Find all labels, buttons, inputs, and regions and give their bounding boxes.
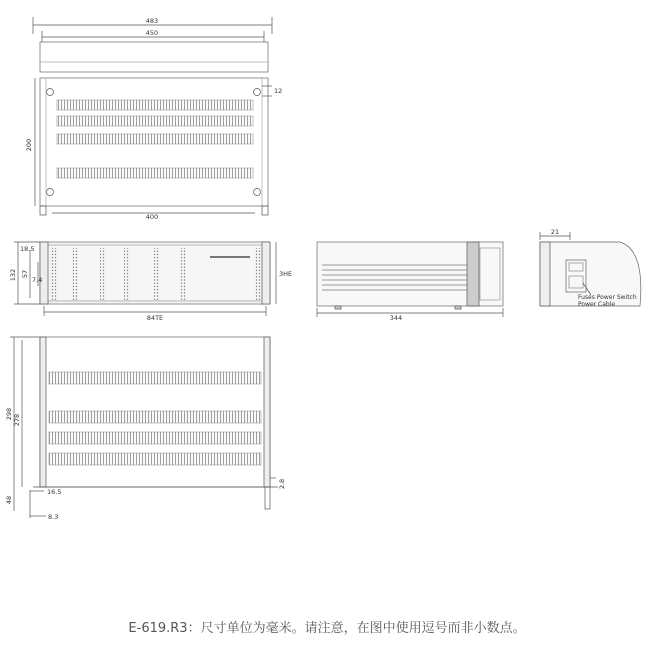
dim-278: 278 [13, 413, 21, 427]
dim-298: 298 [5, 407, 13, 421]
dim-57: 57 [21, 269, 29, 279]
dim-7-4: 7.4 [32, 276, 43, 284]
dim-3he: 3HE [279, 270, 293, 278]
dim-12: 12 [274, 87, 283, 95]
label-power-cable: Power Cable [578, 301, 616, 308]
side-view [317, 242, 503, 317]
dim-344: 344 [389, 314, 403, 322]
dim-18-5: 18.5 [20, 245, 35, 253]
bottom-view-vents [49, 372, 261, 465]
dim-450: 450 [145, 29, 159, 37]
dim-48: 48 [5, 495, 13, 505]
dim-8-3: 8.3 [48, 513, 59, 521]
label-fuses-power-switch: Fuses Power Switch [578, 294, 637, 301]
dim-200: 200 [25, 138, 33, 152]
dim-132: 132 [9, 268, 17, 282]
dim-400: 400 [145, 213, 159, 221]
dim-16-5: 16.5 [47, 488, 62, 496]
dim-21: 21 [550, 228, 560, 236]
top-view-vents [57, 100, 253, 178]
dim-2-8: 2.8 [278, 478, 286, 490]
figure-caption: E-619.R3：尺寸单位为毫米。请注意，在图中使用逗号而非小数点。 [128, 621, 526, 636]
dim-483: 483 [145, 17, 159, 25]
dim-84te: 84TE [146, 314, 164, 322]
